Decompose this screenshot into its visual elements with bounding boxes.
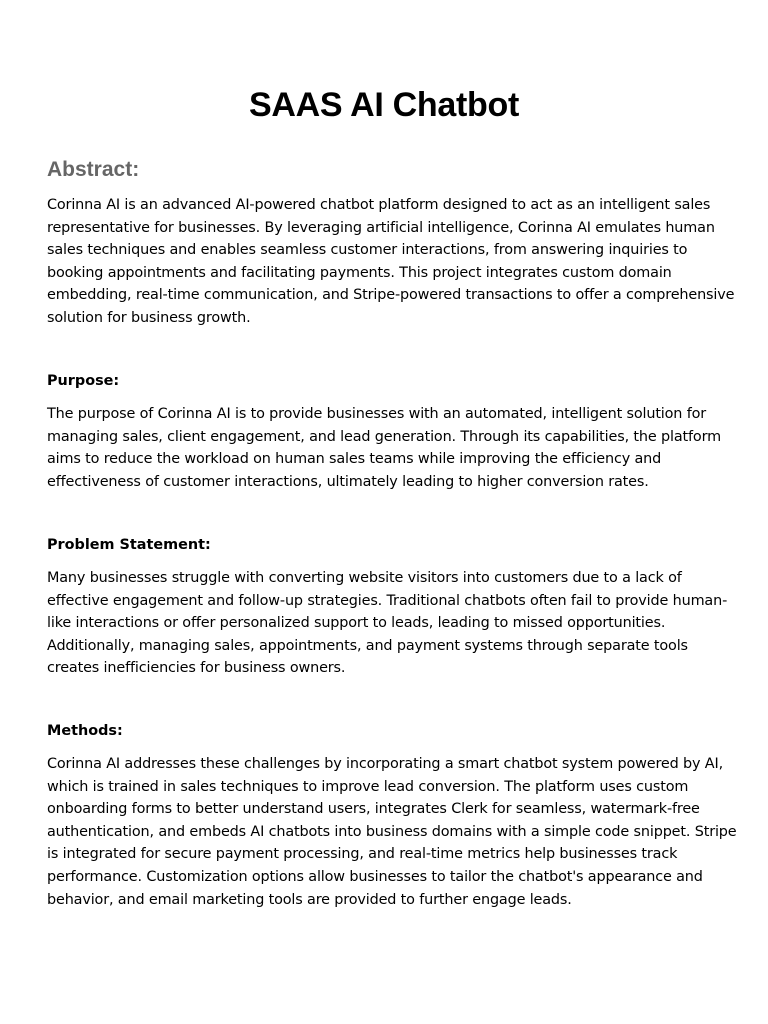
purpose-paragraph: The purpose of Corinna AI is to provide businesses with an automated, intelligent solution for managing sales, client engagement, and lead generation. Through its capabilities, the platform aims to reduce the workload on human sales teams while improving the efficiency and effectiveness of customer interactions, ultimately leading to higher conversion rates. [47,406,721,490]
abstract-paragraph: Corinna AI is an advanced AI-powered chatbot platform designed to act as an intelligent sales representative for businesses. By leveraging artificial intelligence, Corinna AI emulates human sales techniques and enables seamless customer interactions, from answering inquiries to booking appointments and facilitating payments. This project integrates custom domain embedding, real-time communication, and Stripe-powered transactions to offer a comprehensive solution for business growth. [47,197,735,326]
problem-statement-paragraph: Many businesses struggle with converting website visitors into customers due to a lack of effective engagement and follow-up strategies. Traditional chatbots often fail to provide human-like interactions or offer personalized support to leads, leading to missed opportunities. Additionally, managing sales, appointments, and payment systems through separate tools creates inefficiencies for business owners. [47,570,728,677]
purpose-heading: Purpose: [47,373,120,389]
document-title: SAAS AI Chatbot [248,86,519,124]
problem-statement-heading: Problem Statement: [47,537,211,553]
methods-paragraph: Corinna AI addresses these challenges by incorporating a smart chatbot system powered by AI, which is trained in sales techniques to improve lead conversion. The platform uses custom onboarding forms to better understand users, integrates Clerk for seamless, watermark-free authentication, and embeds AI chatbots into business domains with a simple code snippet. Stripe is integrated for secure payment processing, and real-time metrics help businesses track performance. Customization options allow businesses to tailor the chatbot's appearance and behavior, and email marketing tools are provided to further engage leads. [47,756,737,908]
abstract-heading: Abstract: [47,158,140,181]
methods-heading: Methods: [47,723,123,739]
